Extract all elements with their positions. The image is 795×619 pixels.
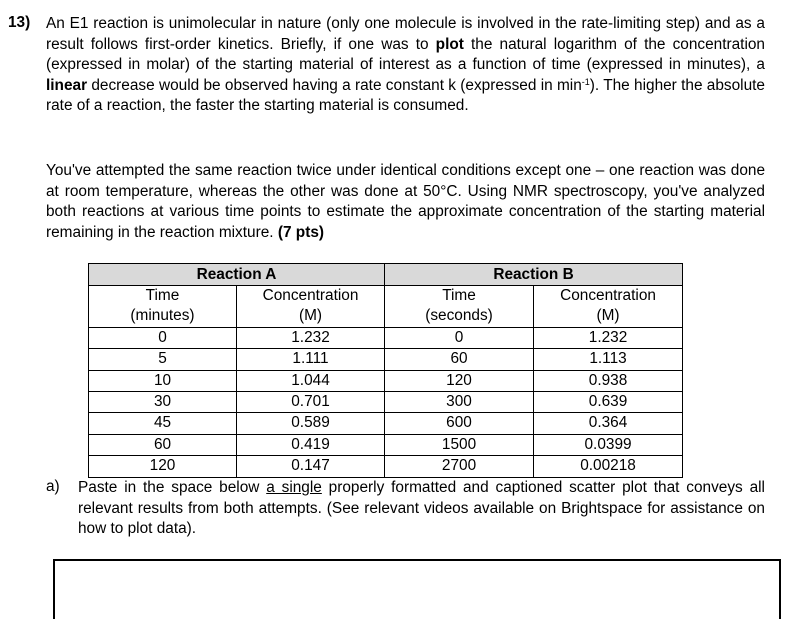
reaction-a-time-cell: 30 [89, 392, 237, 413]
reaction-a-time-cell: 0 [89, 327, 237, 348]
reaction-a-conc-cell: 0.701 [237, 392, 385, 413]
intro-paragraph [46, 14, 765, 117]
answer-box[interactable] [53, 559, 781, 619]
intro-text-1: An E1 reaction is unimolecular in nature (only one molecule is involved in the rate-limiting step) and as a result follows first-order kinetics. Briefly, if one was to [46, 15, 765, 53]
reaction-b-conc-cell: 0.938 [534, 370, 683, 391]
reaction-a-header: Reaction A [89, 264, 385, 286]
part-a-text-2: properly formatted and captioned scatter plot that conveys all relevant results from both attempts. (See relevant videos available on Brightspace for assistance on how to plot data). [78, 479, 765, 538]
table-row [89, 392, 683, 413]
reaction-a-conc-cell: 1.044 [237, 370, 385, 391]
reaction-b-time-cell: 1500 [385, 434, 534, 455]
reaction-b-time-cell: 2700 [385, 456, 534, 477]
reaction-b-conc-cell: 0.0399 [534, 434, 683, 455]
reaction-a-conc-cell: 1.111 [237, 349, 385, 370]
table-row [89, 327, 683, 348]
reaction-b-conc-cell: 0.00218 [534, 456, 683, 477]
question-number: 13) [8, 14, 31, 31]
table-row [89, 370, 683, 391]
reaction-a-time-header-1: Time [89, 286, 237, 307]
experiment-paragraph [46, 161, 765, 243]
experiment-text: You've attempted the same reaction twice under identical conditions except one – one reaction was done at room temperature, whereas the other was done at 50°C. Using NMR spectroscopy, you've analyzed both reactions at various time points to estimate the approximate concentration of the starting material remaining in the reaction mixture. [46, 162, 765, 241]
reaction-a-time-cell: 45 [89, 413, 237, 434]
part-a-label: a) [46, 478, 60, 495]
reaction-b-conc-header-2: (M) [534, 306, 683, 327]
intro-text-3: decrease would be observed having a rate constant k (expressed in min [87, 76, 582, 94]
part-a-text-1: Paste in the space below [78, 479, 267, 496]
reaction-b-conc-cell: 1.232 [534, 327, 683, 348]
reaction-b-time-cell: 60 [385, 349, 534, 370]
reaction-a-time-cell: 5 [89, 349, 237, 370]
reaction-a-time-cell: 120 [89, 456, 237, 477]
intro-superscript: -1 [581, 76, 590, 87]
reaction-b-time-cell: 300 [385, 392, 534, 413]
table-row [89, 434, 683, 455]
reaction-b-header: Reaction B [385, 264, 683, 286]
table-row [89, 413, 683, 434]
reaction-a-conc-header-1: Concentration [237, 286, 385, 307]
kinetics-data-table [88, 263, 683, 478]
reaction-b-time-cell: 120 [385, 370, 534, 391]
reaction-b-conc-cell: 1.113 [534, 349, 683, 370]
points-label: (7 pts) [277, 223, 325, 241]
reaction-b-conc-cell: 0.364 [534, 413, 683, 434]
reaction-a-time-cell: 60 [89, 434, 237, 455]
intro-bold-linear: linear [46, 76, 88, 94]
table-row [89, 349, 683, 370]
reaction-a-conc-cell: 0.589 [237, 413, 385, 434]
reaction-b-time-header-1: Time [385, 286, 534, 307]
intro-text-2: the natural logarithm of the concentration (expressed in molar) of the starting material of interest as a function of time (expressed in minutes), a [46, 35, 765, 74]
intro-bold-plot: plot [435, 35, 464, 53]
reaction-b-conc-cell: 0.639 [534, 392, 683, 413]
reaction-b-time-header-2: (seconds) [385, 306, 534, 327]
reaction-a-conc-cell: 1.232 [237, 327, 385, 348]
reaction-b-time-cell: 0 [385, 327, 534, 348]
reaction-a-time-header-2: (minutes) [89, 306, 237, 327]
part-a-underline: a single [266, 479, 322, 496]
reaction-b-conc-header-1: Concentration [534, 286, 683, 307]
reaction-a-conc-cell: 0.147 [237, 456, 385, 477]
table-row [89, 456, 683, 477]
reaction-a-time-cell: 10 [89, 370, 237, 391]
reaction-a-conc-cell: 0.419 [237, 434, 385, 455]
intro-text-4: ). The higher the absolute rate of a reaction, the faster the starting material is consumed. [46, 76, 765, 115]
reaction-a-conc-header-2: (M) [237, 306, 385, 327]
part-a-instruction [78, 478, 765, 540]
reaction-b-time-cell: 600 [385, 413, 534, 434]
